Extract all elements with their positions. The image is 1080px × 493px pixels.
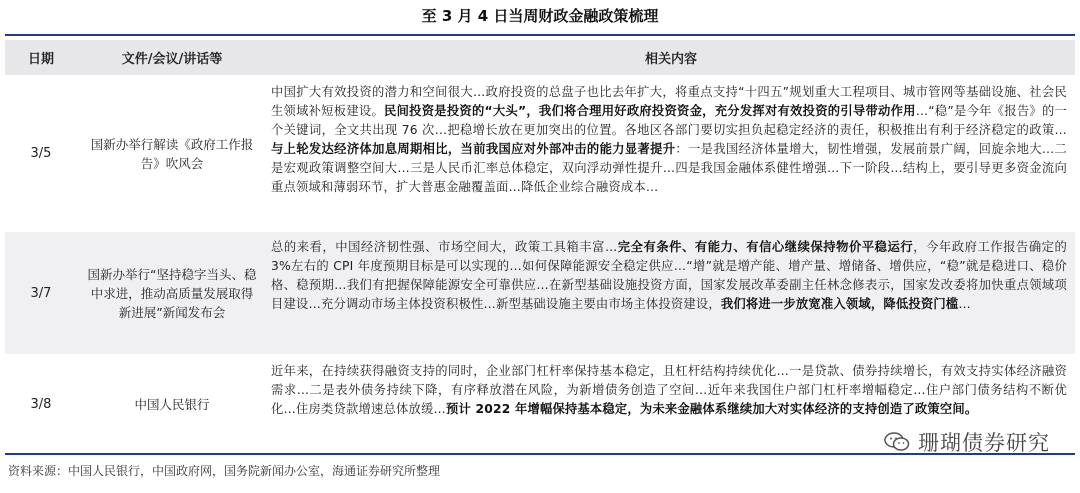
- row-doc: 国新办举行“坚持稳字当头、稳中求进，推动高质量发展取得新进展”新闻发布会: [87, 266, 257, 320]
- content-text: 中国扩大有效投资的潜力和空间很大…政府投资的总盘子也比去年扩大，将重点支持“十四五”规划重大工程项目、城市管网等基础设施、社会民生领域补短板建设。: [271, 85, 1067, 118]
- watermark-text: 珊瑚债券研究: [918, 431, 1050, 455]
- content-text: …“稳”是今年《报告》的一个关键词，全文共出现 76 次…把稳增长放在更加突出的位置。各地区各部门要切实担负起稳定经济的责任，积极推出有利于经济稳定的政策…: [271, 104, 1068, 137]
- content-text: 总的来看，中国经济韧性强、市场空间大，政策工具箱丰富…: [271, 240, 618, 254]
- content-text: ，今年政府工作报告确定的 3%左右的 CPI 年度预期目标是可以实现的…如何保障能源安全稳定供应…“增”就是增产能、增产量、增储备、增供应，“稳”就是稳进口、稳价格、稳预期…我们有把握保障能源安全可靠供应…在新型基础设施投资方面，国家发展改革委副主任林念修表示，国家发改委将加快重点领域项目建设…充分调动市场主体投资积极性…新型基础设施主要由市场主体投资建设，: [271, 240, 1067, 311]
- top-rule: [5, 34, 1075, 36]
- header-content: 相关内容: [644, 52, 697, 67]
- table-row: [5, 77, 1075, 230]
- table-row: [5, 232, 1075, 354]
- row-date: 3/5: [30, 146, 52, 161]
- header-doc: 文件/会议/讲话等: [121, 52, 223, 67]
- wechat-icon: [884, 432, 910, 452]
- row-content: [267, 77, 1075, 230]
- table-title: 至 3 月 4 日当周财政金融政策梳理: [421, 7, 659, 25]
- header-date: 日期: [27, 52, 54, 67]
- watermark: [884, 427, 1050, 457]
- content-text: ：一是我国经济体量增大，韧性增强，发展前景广阔，回旋余地大…二是宏观政策调整空间大…三是人民币汇率总体稳定，双向浮动弹性提升…四是我国金融体系健性增强…下一阶段…结构上，要引导更多资金流向重点领域和薄弱环节，扩大普惠金融覆盖面…降低企业综合融资成本…: [271, 142, 1067, 194]
- content-text: …: [958, 297, 971, 311]
- row-doc: 国新办举行解读《政府工作报告》吹风会: [90, 136, 254, 171]
- content-emphasis: 完全有条件、有能力、有信心继续保持物价平稳运行: [617, 240, 914, 254]
- row-date: 3/7: [30, 285, 52, 301]
- row-doc: 中国人民银行: [134, 396, 210, 412]
- content-emphasis: 与上轮发达经济体加息周期相比，当前我国应对外部冲击的能力显著提升: [271, 142, 676, 156]
- table-header: [5, 40, 1075, 75]
- source-note: 资料来源：中国人民银行，中国政府网，国务院新闻办公室，海通证券研究所整理: [8, 464, 441, 478]
- row-content: [267, 232, 1075, 354]
- content-text: 近年来，在持续获得融资支持的同时，企业部门杠杆率保持基本稳定，且杠杆结构持续优化…一是贷款、债券持续增长，有效支持实体经济融资需求…二是表外债务持续下降，有序释放潜在风险，为新增债务创造了空间…近年来我国住户部门杠杆率增幅稳定…住户部门债务结构不断优化…住房类贷款增速总体放缓…: [271, 364, 1067, 416]
- content-emphasis: 预计 2022 年增幅保持基本稳定，为未来金融体系继续加大对实体经济的支持创造了政策空间。: [445, 402, 978, 416]
- row-date: 3/8: [30, 396, 52, 412]
- content-emphasis: 我们将进一步放宽准入领域，降低投资门槛: [720, 297, 959, 311]
- content-emphasis: 民间投资是投资的“大头”，我们将合理用好政府投资资金，充分发挥对有效投资的引导带动作用: [384, 104, 916, 118]
